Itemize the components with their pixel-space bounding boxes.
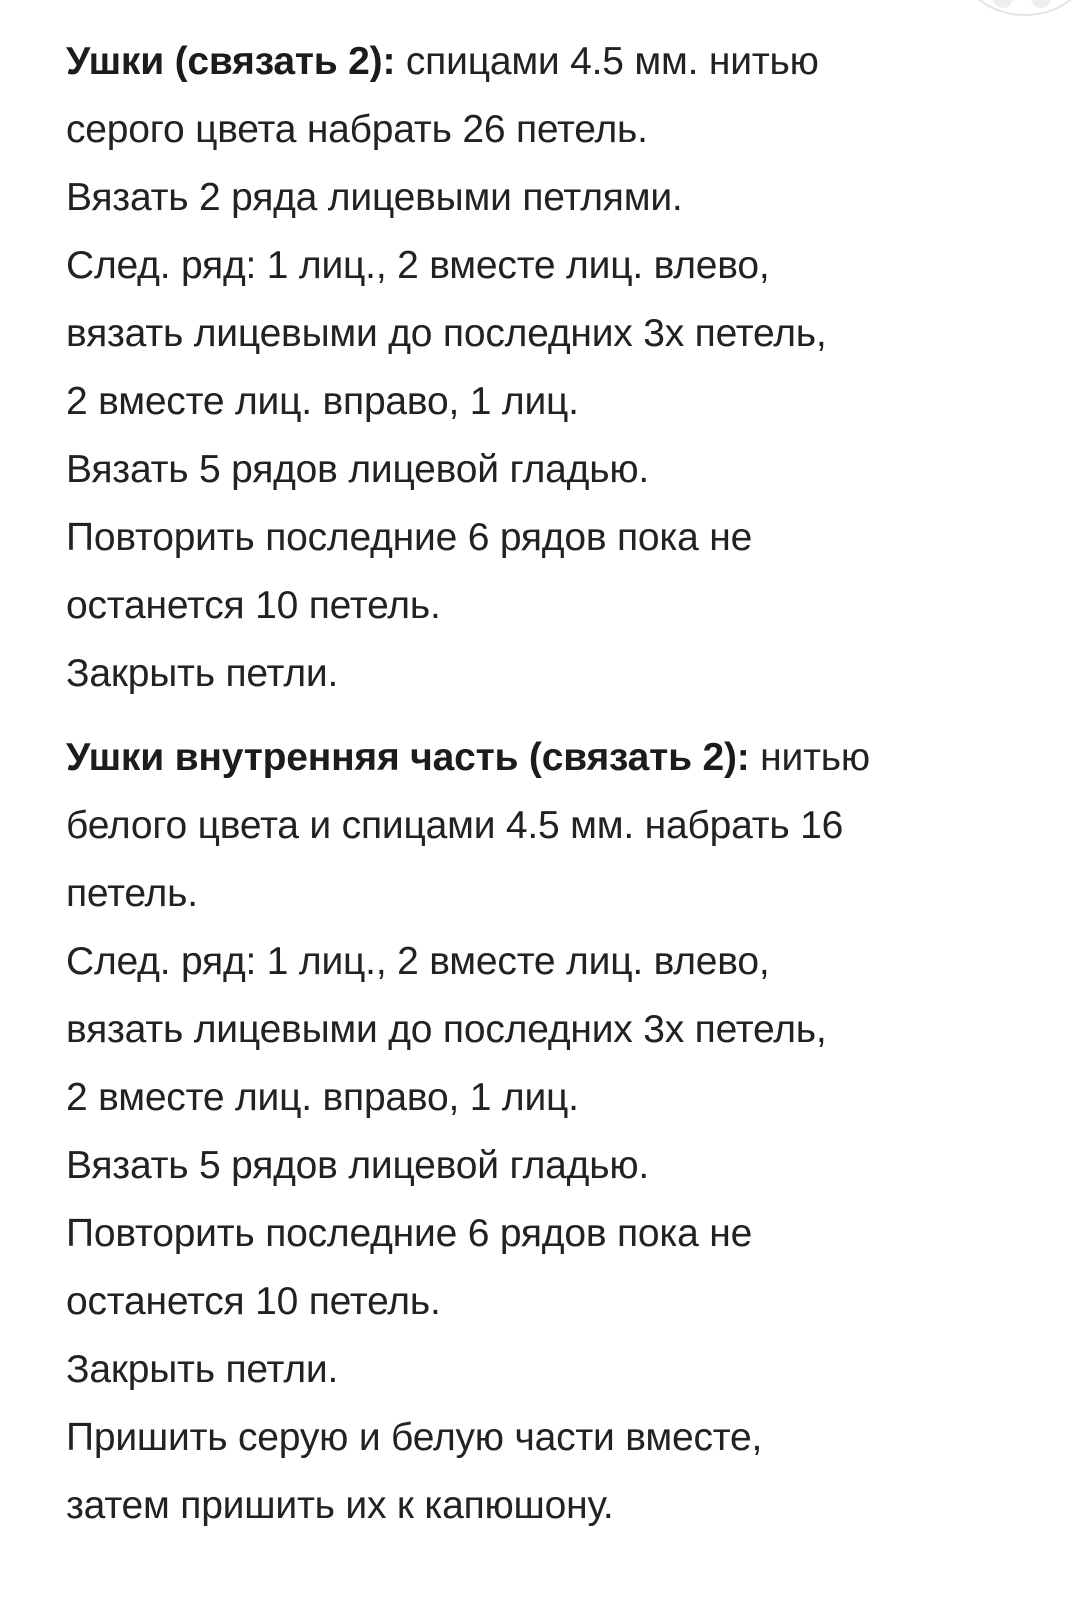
instruction-line: Вязать 5 рядов лицевой гладью. — [66, 448, 650, 491]
more-dot-icon — [1031, 0, 1051, 8]
instruction-line: останется 10 петель. — [66, 1280, 441, 1323]
instruction-line: серого цвета набрать 26 петель. — [66, 108, 648, 151]
instruction-line: 2 вместе лиц. вправо, 1 лиц. — [66, 1076, 579, 1119]
more-dot-icon — [993, 0, 1013, 8]
corner-menu-widget[interactable] — [963, 0, 1079, 16]
instruction-line: Закрыть петли. — [66, 1348, 339, 1391]
instruction-line: останется 10 петель. — [66, 584, 441, 627]
instruction-line: Повторить последние 6 рядов пока не — [66, 516, 753, 559]
instruction-line: белого цвета и спицами 4.5 мм. набрать 16 — [66, 804, 844, 847]
instruction-line: петель. — [66, 872, 198, 915]
section-heading: Ушки (связать 2): — [66, 40, 396, 83]
instruction-line: Вязать 5 рядов лицевой гладью. — [66, 1144, 650, 1187]
heading-continuation: спицами 4.5 мм. нитью — [395, 40, 819, 83]
instruction-line: Вязать 2 ряда лицевыми петлями. — [66, 176, 683, 219]
instructions-text — [66, 28, 1026, 1540]
instruction-line: 2 вместе лиц. вправо, 1 лиц. — [66, 380, 579, 423]
section-heading-line — [66, 28, 1026, 96]
instruction-line: затем пришить их к капюшону. — [66, 1484, 614, 1527]
section-heading-line — [66, 724, 1026, 792]
section-ears — [66, 28, 1026, 708]
instruction-line: След. ряд: 1 лиц., 2 вместе лиц. влево, — [66, 244, 770, 287]
instruction-line: вязать лицевыми до последних 3х петель, — [66, 312, 827, 355]
instruction-line: Пришить серую и белую части вместе, — [66, 1416, 763, 1459]
instruction-line: Повторить последние 6 рядов пока не — [66, 1212, 753, 1255]
heading-continuation: нитью — [749, 736, 870, 779]
instruction-line: вязать лицевыми до последних 3х петель, — [66, 1008, 827, 1051]
section-ears-inner — [66, 724, 1026, 1540]
instruction-line: Закрыть петли. — [66, 652, 339, 695]
instruction-line: След. ряд: 1 лиц., 2 вместе лиц. влево, — [66, 940, 770, 983]
section-heading: Ушки внутренняя часть (связать 2): — [66, 736, 750, 779]
